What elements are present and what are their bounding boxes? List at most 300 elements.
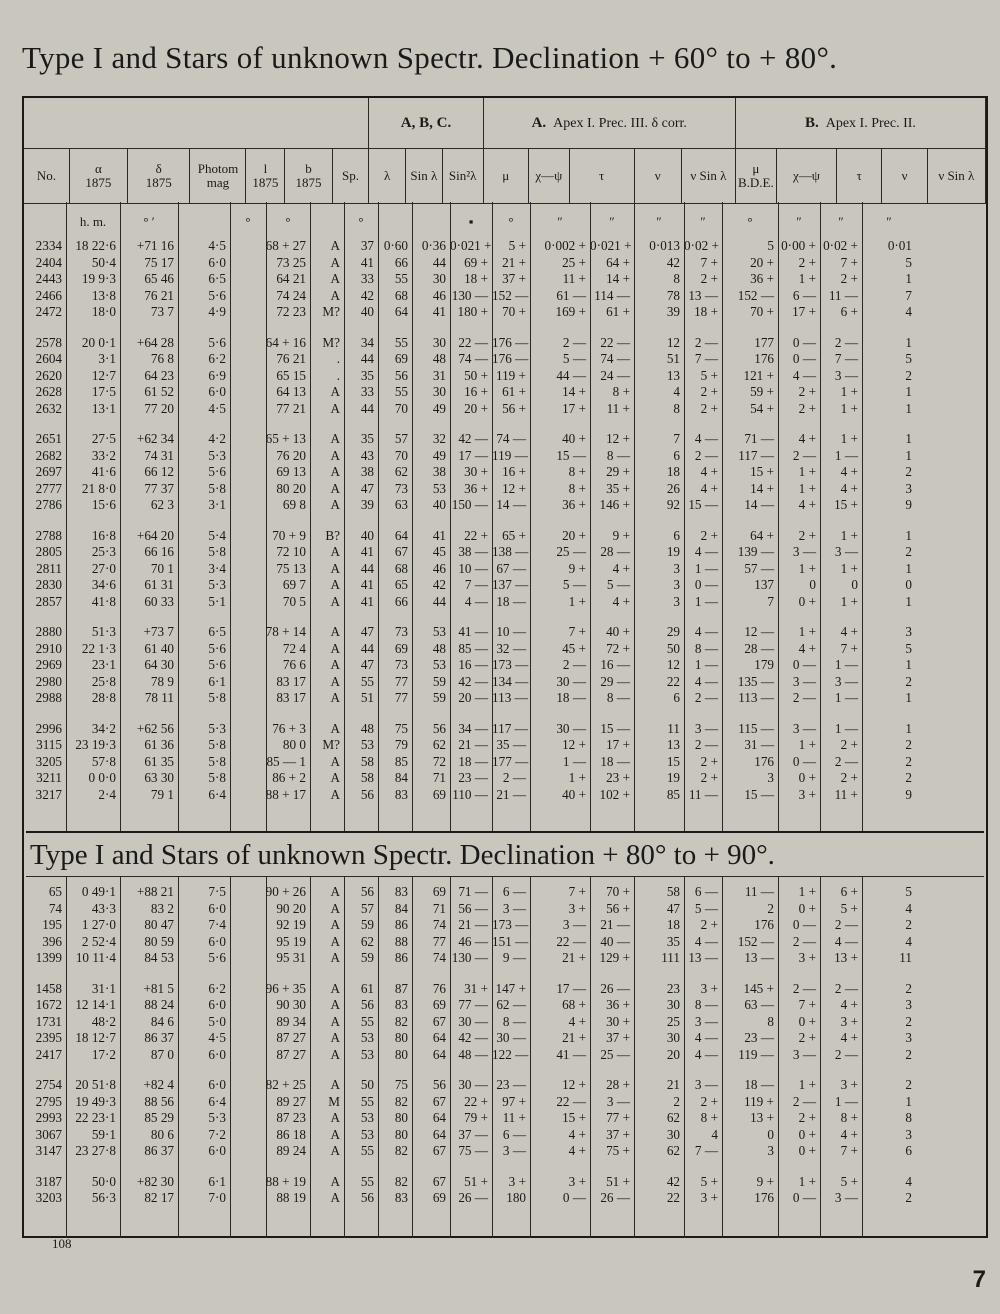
table-cell: 64 + 16 bbox=[265, 334, 306, 350]
table-cell: 26 — bbox=[458, 1190, 488, 1205]
table-cell: 69 + bbox=[464, 254, 488, 270]
table-cell: 18 — bbox=[744, 1077, 774, 1092]
table-cell: 15 — bbox=[688, 497, 718, 512]
table-cell: 1 + bbox=[798, 560, 816, 576]
table-cell: 3 bbox=[905, 997, 912, 1012]
table-row bbox=[24, 997, 986, 1014]
table-cell: 152 — bbox=[737, 287, 774, 303]
table-cell: 2 + bbox=[840, 770, 858, 785]
table-cell: 152 — bbox=[737, 933, 774, 949]
table-cell: 41 bbox=[432, 304, 446, 319]
table-cell: 53 bbox=[360, 1046, 374, 1062]
table-cell: 4 — bbox=[464, 593, 488, 609]
table-cell: 23 19·3 bbox=[75, 737, 116, 752]
table-cell: A bbox=[330, 753, 340, 769]
table-cell: 2 + bbox=[700, 400, 718, 416]
table-cell: 12 + bbox=[606, 431, 630, 446]
table-cell: 4 + bbox=[798, 497, 816, 512]
table-cell: 8 — bbox=[606, 447, 630, 463]
table-cell: 65 46 bbox=[144, 271, 174, 286]
table-cell: 8 + bbox=[612, 384, 630, 399]
table-cell: 5 + bbox=[700, 367, 718, 383]
table-cell: 3187 bbox=[35, 1173, 62, 1189]
table-cell: 51 + bbox=[606, 1173, 630, 1189]
table-cell: 19 49·3 bbox=[75, 1093, 116, 1109]
table-cell: 49 bbox=[432, 447, 446, 463]
table-cell: M? bbox=[322, 737, 340, 752]
table-cell: 65 + 13 bbox=[265, 431, 306, 446]
table-cell: +62 56 bbox=[136, 720, 174, 736]
table-cell: 11 + bbox=[606, 400, 630, 416]
table-cell: 4 bbox=[711, 1126, 718, 1142]
table-cell: 195 bbox=[42, 917, 62, 932]
table-cell: 77 — bbox=[458, 997, 488, 1012]
table-cell: 3 bbox=[905, 1030, 912, 1045]
table-cell: 96 + 35 bbox=[265, 980, 306, 996]
section-2-title: Type I and Stars of unknown Spectr. Declination + 80° to + 90°. bbox=[26, 831, 984, 877]
table-cell: 2 bbox=[905, 1077, 912, 1092]
table-cell: 80 bbox=[394, 1046, 408, 1062]
table-cell: 0 — bbox=[562, 1190, 586, 1205]
table-cell: 1 — bbox=[834, 690, 858, 705]
table-cell: 1 bbox=[905, 560, 912, 576]
table-cell: 18 — bbox=[458, 753, 488, 769]
table-cell: 22 — bbox=[556, 933, 586, 949]
table-cell: 37 + bbox=[606, 1030, 630, 1045]
table-cell: 3 — bbox=[834, 1190, 858, 1205]
table-row bbox=[24, 641, 986, 658]
table-cell: 86 + 2 bbox=[272, 770, 306, 785]
table-cell: +73 7 bbox=[143, 624, 174, 639]
table-cell: 28 — bbox=[744, 640, 774, 656]
table-cell: 3 — bbox=[834, 544, 858, 559]
table-cell: 70 + 9 bbox=[272, 527, 306, 543]
table-cell: 80 0 bbox=[282, 737, 306, 752]
table-cell: 53 bbox=[432, 657, 446, 672]
table-row bbox=[24, 1030, 986, 1047]
table-cell: 2 — bbox=[834, 1046, 858, 1062]
table-cell: 40 + bbox=[606, 624, 630, 639]
table-cell: 2754 bbox=[35, 1077, 62, 1092]
table-cell: 50·4 bbox=[91, 254, 116, 270]
table-cell: 12 14·1 bbox=[75, 997, 116, 1012]
table-cell: 1 + bbox=[798, 737, 816, 752]
table-cell: 7 + bbox=[568, 624, 586, 639]
table-row bbox=[24, 1077, 986, 1094]
table-cell: 75 bbox=[394, 720, 408, 736]
table-cell: 179 bbox=[754, 657, 774, 672]
table-cell: 69 13 bbox=[276, 464, 306, 479]
table-cell: A bbox=[330, 287, 340, 303]
table-cell: . bbox=[336, 351, 340, 366]
table-cell: 30 — bbox=[556, 720, 586, 736]
table-cell: 86 18 bbox=[276, 1126, 306, 1142]
table-cell: 119 — bbox=[492, 447, 528, 463]
table-cell: 37 + bbox=[606, 1126, 630, 1142]
table-row bbox=[24, 754, 986, 771]
units-row bbox=[24, 214, 986, 234]
table-cell: 1 bbox=[905, 271, 912, 286]
table-cell: 137 bbox=[754, 577, 774, 592]
table-cell: 38 bbox=[360, 464, 374, 479]
table-cell: A bbox=[330, 544, 340, 559]
table-cell: 151 — bbox=[492, 933, 529, 949]
table-cell: 27·5 bbox=[91, 431, 116, 446]
table-cell: 122 — bbox=[492, 1046, 529, 1062]
table-cell: 82 bbox=[394, 1093, 408, 1109]
table-cell: 41 bbox=[360, 577, 374, 592]
table-cell: 0 bbox=[767, 1126, 774, 1142]
table-cell: 66 16 bbox=[144, 544, 174, 559]
table-cell: 13 — bbox=[688, 950, 718, 965]
table-cell: 28 + bbox=[606, 1077, 630, 1092]
table-cell: 72 4 bbox=[282, 640, 306, 656]
table-cell: 6 — bbox=[792, 287, 816, 303]
table-cell: 30 — bbox=[458, 1013, 488, 1029]
table-cell: 79 + bbox=[464, 1110, 488, 1125]
table-cell: 64 23 bbox=[144, 367, 174, 383]
table-cell: 56·3 bbox=[91, 1190, 116, 1205]
table-cell: 37 + bbox=[502, 271, 526, 286]
column-header: Sin λ bbox=[406, 149, 443, 204]
table-cell: 89 24 bbox=[276, 1143, 306, 1158]
table-cell: 40 — bbox=[600, 933, 630, 949]
table-cell: 3 + bbox=[568, 1173, 586, 1189]
table-cell: 44 bbox=[360, 351, 374, 366]
table-cell: 17·2 bbox=[91, 1046, 116, 1062]
table-cell: 3 bbox=[767, 1143, 774, 1158]
table-cell: 2651 bbox=[35, 431, 62, 446]
table-cell: 79 bbox=[394, 737, 408, 752]
table-cell: 53 bbox=[360, 1030, 374, 1045]
table-cell: 35 — bbox=[496, 737, 526, 752]
table-cell: 2811 bbox=[36, 560, 62, 576]
table-cell: 84 bbox=[394, 770, 408, 785]
table-cell: 6·2 bbox=[208, 980, 226, 996]
table-cell: 5 + bbox=[508, 238, 526, 253]
table-cell: 2 + bbox=[798, 527, 816, 543]
table-cell: 77 bbox=[394, 673, 408, 689]
table-cell: 13 — bbox=[744, 950, 774, 965]
table-cell: 7 — bbox=[464, 577, 488, 592]
table-cell: A bbox=[330, 1190, 340, 1205]
page-title: Type I and Stars of unknown Spectr. Declination + 60° to + 80°. bbox=[22, 40, 838, 75]
table-cell: 56 bbox=[360, 884, 374, 899]
table-cell: 4 + bbox=[840, 464, 858, 479]
table-cell: 31 — bbox=[744, 737, 774, 752]
table-cell: 58 bbox=[666, 884, 680, 899]
table-cell: 85 29 bbox=[144, 1110, 174, 1125]
table-cell: 3205 bbox=[35, 753, 62, 769]
table-cell: 61 40 bbox=[144, 640, 174, 656]
table-cell: 67 — bbox=[496, 560, 526, 576]
table-cell: 5 bbox=[905, 351, 912, 366]
table-cell: 62 — bbox=[496, 997, 526, 1012]
table-cell: A bbox=[330, 917, 340, 932]
table-cell: 44 bbox=[432, 254, 446, 270]
table-cell: 17 — bbox=[458, 447, 488, 463]
table-cell: 30 bbox=[666, 997, 680, 1012]
table-cell: 2 bbox=[905, 367, 912, 383]
table-cell: 68 bbox=[394, 287, 408, 303]
table-cell: 83 bbox=[394, 884, 408, 899]
table-cell: 137 — bbox=[492, 577, 529, 592]
table-cell: 5 — bbox=[562, 577, 586, 592]
table-cell: 4 + bbox=[798, 640, 816, 656]
table-cell: 41·8 bbox=[91, 593, 116, 609]
table-cell: A bbox=[330, 624, 340, 639]
table-cell: 30 — bbox=[556, 673, 586, 689]
table-cell: 1672 bbox=[35, 997, 62, 1012]
table-row bbox=[24, 464, 986, 481]
group-a-label: A. bbox=[531, 114, 547, 131]
column-header: Sp. bbox=[332, 149, 369, 204]
table-cell: 55 bbox=[360, 1013, 374, 1029]
table-cell: 173 — bbox=[492, 917, 529, 932]
table-cell: 3 + bbox=[840, 1013, 858, 1029]
table-cell: 14 — bbox=[744, 497, 774, 512]
table-cell: 50 + bbox=[464, 367, 488, 383]
table-cell: 180 + bbox=[457, 304, 488, 319]
table-cell: 40 bbox=[360, 304, 374, 319]
table-cell: 62 bbox=[432, 737, 446, 752]
table-cell: 8 + bbox=[840, 1110, 858, 1125]
table-cell: 74 31 bbox=[144, 447, 174, 463]
table-cell: 2880 bbox=[35, 624, 62, 639]
table-cell: 61 35 bbox=[144, 753, 174, 769]
table-cell: 68 bbox=[394, 560, 408, 576]
table-cell: 2 — bbox=[834, 917, 858, 932]
table-cell: 15·6 bbox=[91, 497, 116, 512]
table-cell: 145 + bbox=[743, 980, 774, 996]
table-cell: 12 + bbox=[562, 737, 586, 752]
table-cell: 117 — bbox=[738, 447, 774, 463]
table-cell: 6·5 bbox=[208, 624, 226, 639]
table-cell: 64 bbox=[432, 1030, 446, 1045]
table-cell: 15 + bbox=[834, 497, 858, 512]
table-cell: 75 — bbox=[458, 1143, 488, 1158]
table-row bbox=[24, 304, 986, 321]
table-cell: 77 20 bbox=[144, 400, 174, 416]
table-cell: 0 — bbox=[792, 657, 816, 672]
table-cell: 15 + bbox=[562, 1110, 586, 1125]
table-cell: 88 bbox=[394, 933, 408, 949]
folio-number: 7 bbox=[972, 1266, 986, 1293]
table-cell: 10 — bbox=[496, 624, 526, 639]
table-cell: 83 bbox=[394, 786, 408, 802]
table-cell: 35 bbox=[360, 367, 374, 383]
table-cell: 3211 bbox=[36, 770, 62, 785]
table-cell: 4 + bbox=[700, 480, 718, 496]
table-cell: 1 + bbox=[568, 770, 586, 785]
column-header: λ bbox=[369, 149, 406, 204]
table-cell: 12 + bbox=[502, 480, 526, 496]
star-table bbox=[22, 96, 988, 1238]
table-cell: 0 + bbox=[798, 770, 816, 785]
table-cell: 44 bbox=[360, 640, 374, 656]
table-cell: 88 56 bbox=[144, 1093, 174, 1109]
table-cell: 30 bbox=[666, 1126, 680, 1142]
table-cell: 2805 bbox=[35, 544, 62, 559]
table-row bbox=[24, 901, 986, 918]
table-cell: 11 bbox=[899, 950, 912, 965]
column-header: Photom mag bbox=[190, 149, 246, 204]
table-cell: 29 bbox=[666, 624, 680, 639]
table-cell: A bbox=[330, 690, 340, 705]
table-cell: 20 51·8 bbox=[75, 1077, 116, 1092]
table-cell: 5·8 bbox=[208, 690, 226, 705]
table-row bbox=[24, 1190, 986, 1207]
table-cell: 6 bbox=[673, 690, 680, 705]
table-cell: A bbox=[330, 464, 340, 479]
table-cell: 4 bbox=[905, 933, 912, 949]
table-row bbox=[24, 335, 986, 352]
table-cell: 34 — bbox=[458, 720, 488, 736]
table-cell: 2 — bbox=[834, 980, 858, 996]
unit-label: ″ bbox=[656, 214, 662, 229]
table-cell: 2472 bbox=[35, 304, 62, 319]
table-cell: 68 + 27 bbox=[265, 238, 306, 253]
table-cell: 176 bbox=[754, 351, 774, 366]
table-cell: 78 9 bbox=[150, 673, 174, 689]
table-cell: 4 + bbox=[568, 1143, 586, 1158]
table-cell: 8 — bbox=[694, 640, 718, 656]
table-row bbox=[24, 1047, 986, 1064]
table-row bbox=[24, 1094, 986, 1111]
table-cell: 176 — bbox=[492, 351, 529, 366]
table-cell: 31·1 bbox=[91, 980, 116, 996]
table-cell: 17 + bbox=[606, 737, 630, 752]
table-cell: 25 — bbox=[600, 1046, 630, 1062]
table-cell: 71 — bbox=[458, 884, 488, 899]
table-cell: 2 bbox=[905, 1046, 912, 1062]
table-cell: 57 bbox=[394, 431, 408, 446]
table-cell: 0 + bbox=[798, 1013, 816, 1029]
table-cell: 4 + bbox=[568, 1126, 586, 1142]
table-cell: 5·8 bbox=[208, 770, 226, 785]
table-cell: 46 — bbox=[458, 933, 488, 949]
table-cell: 3115 bbox=[36, 737, 62, 752]
table-cell: 22 + bbox=[464, 1093, 488, 1109]
table-cell: 88 19 bbox=[276, 1190, 306, 1205]
table-cell: 83 bbox=[394, 1190, 408, 1205]
table-cell: 180 bbox=[506, 1190, 526, 1205]
table-cell: 5 bbox=[905, 884, 912, 899]
table-row bbox=[24, 368, 986, 385]
table-cell: A bbox=[330, 431, 340, 446]
table-cell: 87 23 bbox=[276, 1110, 306, 1125]
table-cell: 64 + bbox=[750, 527, 774, 543]
table-cell: 4 + bbox=[840, 997, 858, 1012]
table-cell: 134 — bbox=[492, 673, 529, 689]
table-cell: 22 — bbox=[600, 334, 630, 350]
table-cell: 3·4 bbox=[208, 560, 226, 576]
table-cell: 54 + bbox=[750, 400, 774, 416]
table-cell: 25·3 bbox=[91, 544, 116, 559]
table-cell: 62 3 bbox=[150, 497, 174, 512]
table-cell: 5 + bbox=[840, 900, 858, 916]
table-cell: 64 30 bbox=[144, 657, 174, 672]
table-cell: 79 1 bbox=[150, 786, 174, 802]
table-cell: 80 bbox=[394, 1126, 408, 1142]
table-cell: 9 — bbox=[502, 950, 526, 965]
table-cell: 76 21 bbox=[144, 287, 174, 303]
table-cell: 78 + 14 bbox=[265, 624, 306, 639]
table-cell: 113 — bbox=[492, 690, 528, 705]
table-cell: 1 bbox=[905, 431, 912, 446]
table-cell: 69 bbox=[432, 1190, 446, 1205]
table-cell: 56 bbox=[394, 367, 408, 383]
table-cell: 20 — bbox=[458, 690, 488, 705]
table-cell: 4 + bbox=[568, 1013, 586, 1029]
table-cell: 138 — bbox=[492, 544, 529, 559]
table-cell: 169 + bbox=[555, 304, 586, 319]
table-cell: 56 bbox=[360, 1190, 374, 1205]
table-cell: 11 — bbox=[828, 287, 858, 303]
table-cell: 10 — bbox=[458, 560, 488, 576]
table-cell: 4 — bbox=[694, 933, 718, 949]
table-cell: 45 bbox=[432, 544, 446, 559]
table-cell: 64 21 bbox=[276, 271, 306, 286]
table-cell: 82 bbox=[394, 1143, 408, 1158]
group-a-header bbox=[483, 98, 735, 149]
table-cell: 56 bbox=[360, 786, 374, 802]
table-cell: 67 bbox=[432, 1093, 446, 1109]
table-cell: 2632 bbox=[35, 400, 62, 416]
table-cell: 2 + bbox=[700, 1093, 718, 1109]
table-cell: 3 — bbox=[562, 917, 586, 932]
table-cell: 2 bbox=[673, 1093, 680, 1109]
table-cell: 80 bbox=[394, 1030, 408, 1045]
table-cell: A bbox=[330, 786, 340, 802]
table-cell: 6·0 bbox=[208, 384, 226, 399]
table-cell: A bbox=[330, 657, 340, 672]
table-cell: 2 bbox=[905, 753, 912, 769]
table-cell: 0·36 bbox=[421, 238, 446, 253]
table-row bbox=[24, 288, 986, 305]
table-cell: 65 15 bbox=[276, 367, 306, 383]
table-cell: 5·8 bbox=[208, 480, 226, 496]
table-cell: 0 49·1 bbox=[81, 884, 116, 899]
table-cell: A bbox=[330, 480, 340, 496]
table-cell: 17 + bbox=[562, 400, 586, 416]
table-row bbox=[24, 1127, 986, 1144]
table-cell: 6·0 bbox=[208, 933, 226, 949]
table-cell: 70 5 bbox=[282, 593, 306, 609]
table-cell: 6·0 bbox=[208, 997, 226, 1012]
table-cell: 73 bbox=[394, 480, 408, 496]
table-cell: 8 — bbox=[606, 690, 630, 705]
table-cell: 55 bbox=[360, 1173, 374, 1189]
table-cell: 90 + 26 bbox=[265, 884, 306, 899]
table-cell: 67 bbox=[394, 544, 408, 559]
unit-label: h. m. bbox=[79, 214, 107, 229]
table-cell: 2443 bbox=[35, 271, 62, 286]
table-cell: 56 bbox=[432, 1077, 446, 1092]
table-cell: 77 bbox=[394, 690, 408, 705]
table-cell: 44 bbox=[360, 400, 374, 416]
table-cell: A bbox=[330, 997, 340, 1012]
table-cell: 1 + bbox=[840, 400, 858, 416]
table-cell: 23 27·8 bbox=[75, 1143, 116, 1158]
table-cell: +71 16 bbox=[136, 238, 174, 253]
table-cell: 56 — bbox=[458, 900, 488, 916]
table-cell: 82 17 bbox=[144, 1190, 174, 1205]
table-cell: 17·5 bbox=[91, 384, 116, 399]
table-cell: 6·1 bbox=[208, 673, 226, 689]
table-cell: 1 bbox=[905, 720, 912, 736]
table-cell: 2 — bbox=[834, 334, 858, 350]
